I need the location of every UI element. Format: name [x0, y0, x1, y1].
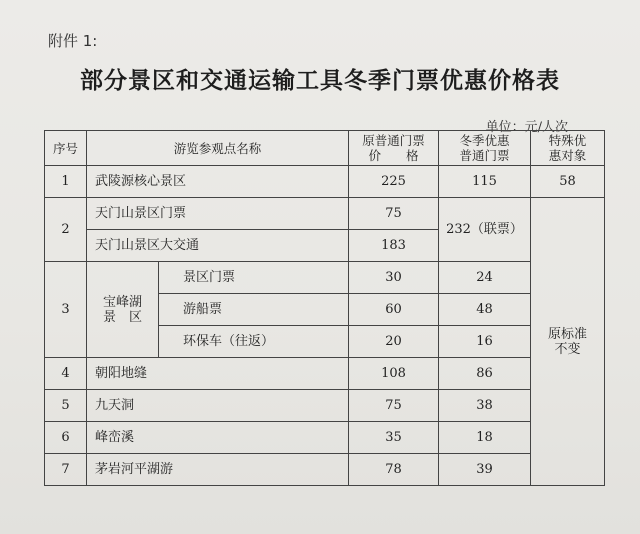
- group-name: [87, 262, 159, 358]
- row-original-price: 78: [349, 454, 439, 486]
- table-row: [45, 198, 605, 230]
- header-special-line1: 特殊优: [548, 133, 587, 148]
- row-seq: 6: [45, 422, 87, 454]
- header-seq: 序号: [45, 131, 87, 166]
- row-winter-price: 38: [439, 390, 531, 422]
- row-original-price: 108: [349, 358, 439, 390]
- row-seq: 1: [45, 166, 87, 198]
- row-name: 朝阳地缝: [87, 358, 349, 390]
- row-name: 九天洞: [87, 390, 349, 422]
- header-winter-price: [439, 131, 531, 166]
- row-winter-price: 48: [439, 294, 531, 326]
- row-name: 游船票: [159, 294, 349, 326]
- header-winter-line2: 普通门票: [459, 148, 510, 163]
- row-winter-price: 18: [439, 422, 531, 454]
- row-special: 58: [531, 166, 605, 198]
- table-row: [45, 166, 605, 198]
- special-merged-line2: 不变: [554, 341, 581, 357]
- row-name: 景区门票: [159, 262, 349, 294]
- price-table: [44, 130, 605, 486]
- row-name: 环保车（往返）: [159, 326, 349, 358]
- special-merged-line1: 原标准: [548, 326, 588, 342]
- row-original-price: 60: [349, 294, 439, 326]
- row-winter-price: 16: [439, 326, 531, 358]
- header-original-price: [349, 131, 439, 166]
- table-row: [45, 454, 605, 486]
- row-winter-price-combined: 232（联票）: [439, 198, 531, 262]
- row-seq: 4: [45, 358, 87, 390]
- row-name: 武陵源核心景区: [87, 166, 349, 198]
- table-header-row: [45, 131, 605, 166]
- header-original-line2: 价 格: [368, 148, 419, 163]
- row-seq: 3: [45, 262, 87, 358]
- row-original-price: 75: [349, 390, 439, 422]
- group-name-line2: 景 区: [102, 309, 142, 325]
- table-row: [45, 422, 605, 454]
- page-title: 部分景区和交通运输工具冬季门票优惠价格表: [80, 68, 560, 94]
- row-winter-price: 86: [439, 358, 531, 390]
- row-original-price: 20: [349, 326, 439, 358]
- row-name: 茅岩河平湖游: [87, 454, 349, 486]
- row-winter-price: 24: [439, 262, 531, 294]
- row-name: 峰峦溪: [87, 422, 349, 454]
- header-name: 游览参观点名称: [87, 131, 349, 166]
- header-winter-line1: 冬季优惠: [459, 133, 510, 148]
- unit-note: 单位：元/人次: [485, 120, 568, 135]
- special-merged-cell: [531, 198, 605, 486]
- row-original-price: 225: [349, 166, 439, 198]
- row-seq: 5: [45, 390, 87, 422]
- row-original-price: 75: [349, 198, 439, 230]
- row-name: 天门山景区大交通: [87, 230, 349, 262]
- row-original-price: 30: [349, 262, 439, 294]
- row-seq: 2: [45, 198, 87, 262]
- group-name-line1: 宝峰湖: [102, 294, 142, 310]
- table-row: [45, 262, 605, 294]
- header-special-line2: 惠对象: [548, 148, 587, 163]
- row-original-price: 183: [349, 230, 439, 262]
- header-original-line1: 原普通门票: [362, 133, 425, 148]
- row-original-price: 35: [349, 422, 439, 454]
- table-row: [45, 358, 605, 390]
- row-winter-price: 115: [439, 166, 531, 198]
- attachment-label: 附件 1:: [48, 32, 98, 50]
- header-special: [531, 131, 605, 166]
- row-name: 天门山景区门票: [87, 198, 349, 230]
- row-seq: 7: [45, 454, 87, 486]
- row-winter-price: 39: [439, 454, 531, 486]
- table-row: [45, 390, 605, 422]
